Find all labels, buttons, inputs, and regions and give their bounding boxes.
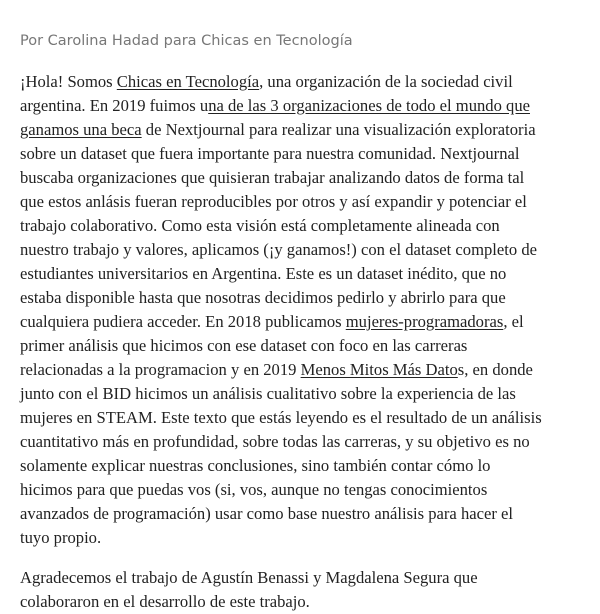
text-line: [20, 70, 582, 94]
text-line: [20, 358, 582, 382]
text-run: argentina. En 2019 fuimos u: [20, 96, 209, 115]
text-line: [20, 334, 582, 358]
text-run: estudiantes universitarios en Argentina. Este es un dataset inédito, que no: [20, 264, 507, 283]
link-chicas-en-tecnologia[interactable]: Chicas en Tecnología: [116, 72, 260, 91]
text-run: Agradecemos el trabajo de Agustín Benassi y Magdalena Segura que: [20, 568, 478, 587]
text-line: [20, 118, 582, 142]
text-line: [20, 566, 582, 590]
text-run: avanzados de programación) usar como base nuestro análisis para hacer el: [20, 504, 513, 523]
text-run: buscaba organizaciones que quisieran trabajar analizando datos de forma tal: [20, 168, 525, 187]
text-run: que estos anlásis fueran reproducibles por otros y así expandir y potenciar el: [20, 192, 527, 211]
link-beca[interactable]: na de las 3 organizaciones de todo el mundo que: [208, 96, 530, 115]
text-line: [20, 430, 582, 454]
text-run: junto con el BID hicimos un análisis cualitativo sobre la experiencia de las: [20, 384, 516, 403]
text-line: [20, 478, 582, 502]
article-byline: Por Carolina Hadad para Chicas en Tecnología: [20, 33, 353, 49]
text-line: [20, 590, 582, 614]
text-run: tuyo propio.: [20, 528, 102, 547]
text-run: nuestro trabajo y valores, aplicamos (¡y ganamos!) con el dataset completo de: [20, 240, 537, 259]
link-menos-mitos-mas-datos[interactable]: Menos Mitos Más Dato: [300, 360, 458, 379]
article: [20, 30, 582, 614]
text-run: , el: [503, 312, 524, 331]
text-line: [20, 454, 582, 478]
text-run: trabajo colaborativo. Como esta visión está completamente alineada con: [20, 216, 500, 235]
text-line: [20, 190, 582, 214]
text-line: [20, 382, 582, 406]
acknowledgements-paragraph: [20, 566, 582, 614]
text-run: , una organización de la sociedad civil: [259, 72, 513, 91]
text-run: s, en donde: [457, 360, 533, 379]
text-run: relacionadas a la programacion y en 2019: [20, 360, 301, 379]
text-run: de Nextjournal para realizar una visualización exploratoria: [141, 120, 536, 139]
text-run: solamente explicar nuestras conclusiones, sino también contar cómo lo: [20, 456, 491, 475]
text-line: [20, 94, 582, 118]
text-line: [20, 238, 582, 262]
text-line: [20, 502, 582, 526]
link-mujeres-programadoras[interactable]: mujeres-programadoras: [345, 312, 504, 331]
text-line: [20, 406, 582, 430]
text-line: [20, 142, 582, 166]
link-beca-cont[interactable]: ganamos una beca: [20, 120, 142, 139]
text-run: hicimos para que puedas vos (si, vos, aunque no tengas conocimientos: [20, 480, 488, 499]
text-run: cualquiera pudiera acceder. En 2018 publicamos: [20, 312, 346, 331]
text-run: sobre un dataset que fuera importante para nuestra comunidad. Nextjournal: [20, 144, 520, 163]
text-line: [20, 310, 582, 334]
text-line: [20, 262, 582, 286]
text-run: primer análisis que hicimos con ese dataset con foco en las carreras: [20, 336, 468, 355]
text-line: [20, 214, 582, 238]
text-line: [20, 526, 582, 550]
text-line: [20, 166, 582, 190]
text-run: mujeres en STEAM. Este texto que estás leyendo es el resultado de un análisis: [20, 408, 542, 427]
text-run: cuantitativo más en profundidad, sobre todas las carreras, y su objetivo es no: [20, 432, 530, 451]
text-line: [20, 286, 582, 310]
text-run: ¡Hola! Somos: [20, 72, 117, 91]
intro-paragraph: [20, 70, 582, 550]
text-run: estaba disponible hasta que nosotras decidimos pedirlo y abrirlo para que: [20, 288, 506, 307]
text-run: colaboraron en el desarrollo de este trabajo.: [20, 592, 310, 611]
